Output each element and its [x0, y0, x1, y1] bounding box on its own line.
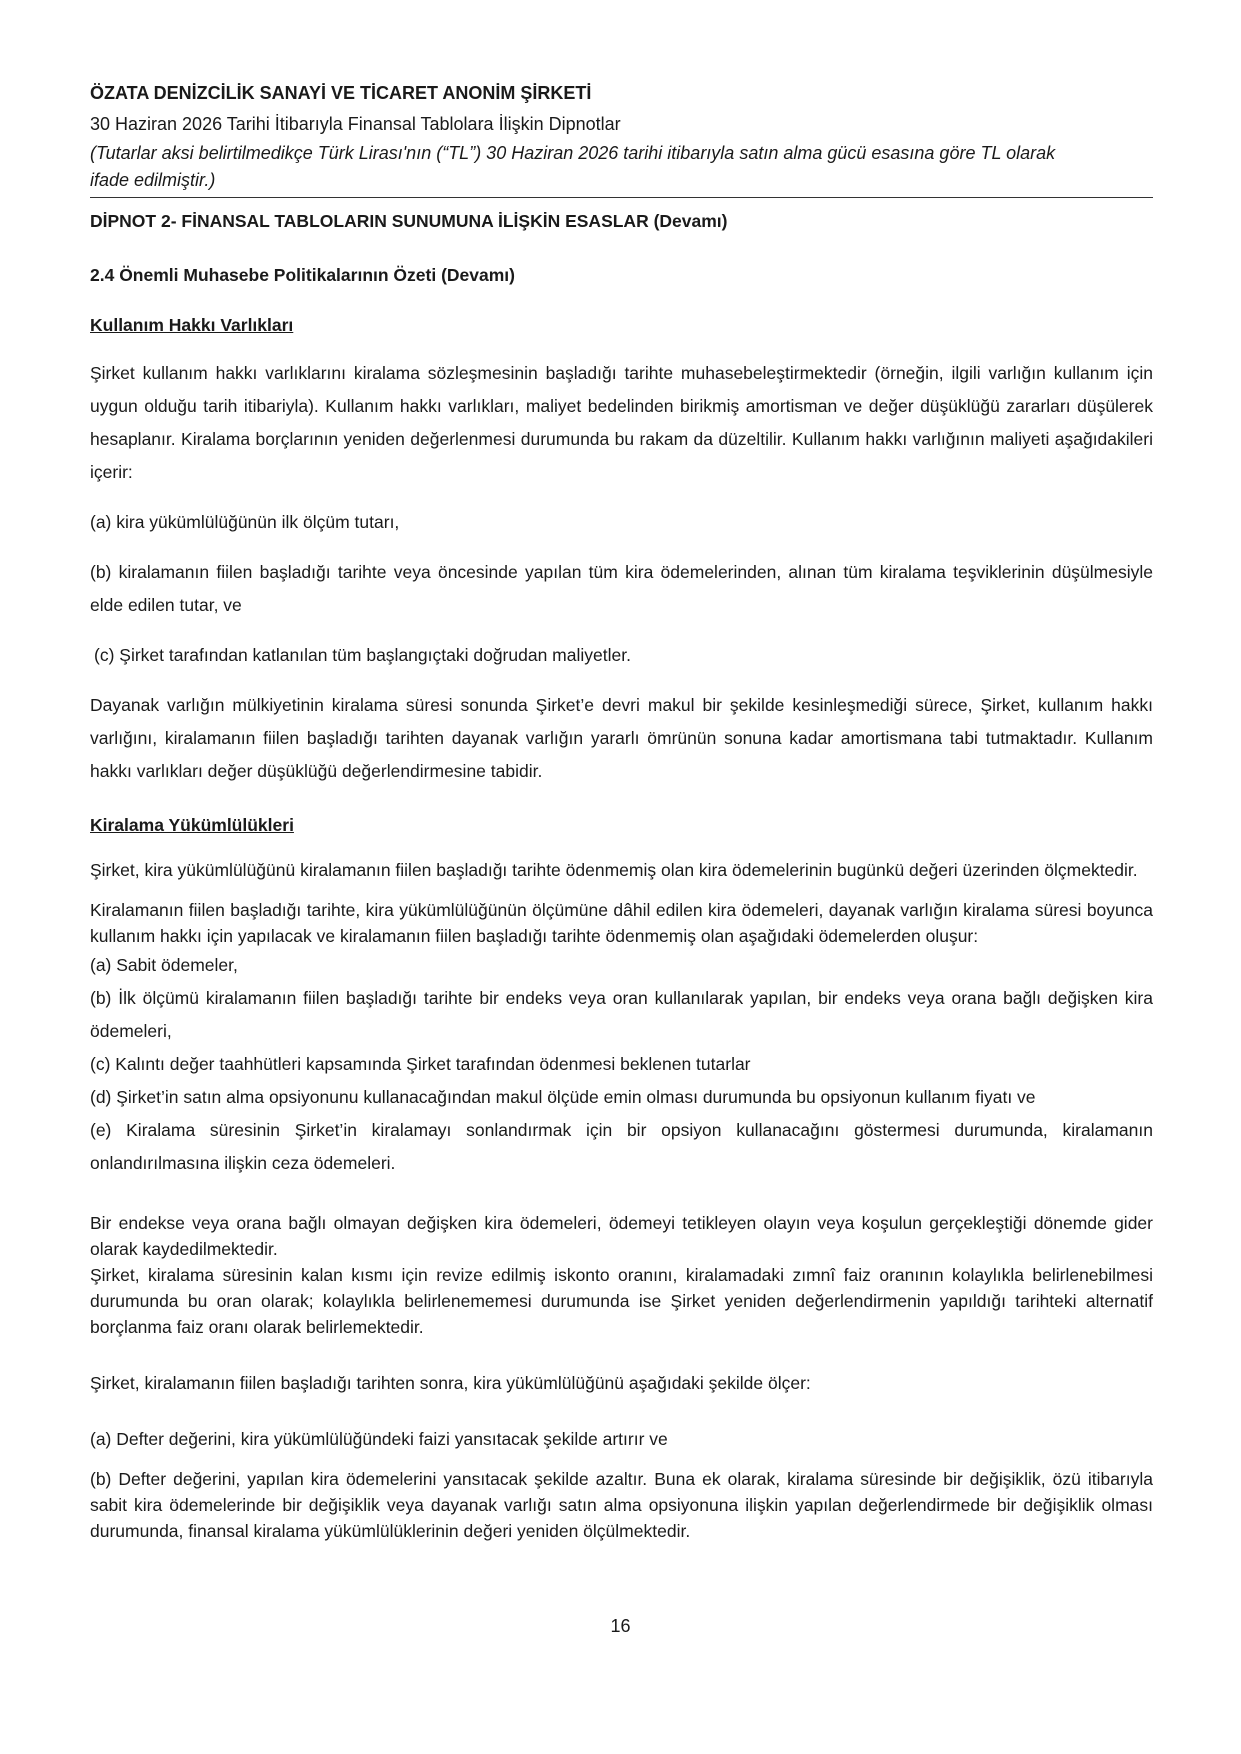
currency-note-line1: (Tutarlar aksi belirtilmedikçe Türk Lirası'nın (“TL”) 30 Haziran 2026 tarihi itibarıyla satın alma gücü esasına göre TL olarak: [90, 143, 1056, 163]
list-item: (a) Sabit ödemeler,: [90, 955, 238, 975]
list-item: (a) kira yükümlülüğünün ilk ölçüm tutarı,: [90, 512, 400, 532]
paragraph: Kiralamanın fiilen başladığı tarihte, kira yükümlülüğünün ölçümüne dâhil edilen kira ödemeleri, dayanak varlığın kiralama süresi boyunca kullanım hakkı için yapılacak ve kiralamanın fiilen başladığı tarihte ödenmemiş olan aşağıdaki ödemelerden oluşur:: [90, 900, 1153, 946]
list-item: (d) Şirket’in satın alma opsiyonunu kullanacağından makul ölçüde emin olması durumunda bu opsiyonun kullanım fiyatı ve: [90, 1087, 1036, 1107]
document-page: [90, 78, 1153, 1544]
paragraph: Bir endekse veya orana bağlı olmayan değişken kira ödemeleri, ödemeyi tetikleyen olayın veya koşulun gerçekleştiği dönemde gider olarak kaydedilmektedir.: [90, 1213, 1153, 1259]
list-item: (b) Defter değerini, yapılan kira ödemelerini yansıtacak şekilde azaltır. Buna ek olarak, kiralama süresinde bir değişiklik, özü itibarıyla sabit kira ödemelerinde bir değişiklik veya dayanak varlığı satın alma opsiyonuna ilişkin yapılan değerlendirmede bir değişiklik olması durumunda, finansal kiralama yükümlülüklerinin değeri yeniden ölçülmektedir.: [90, 1469, 1153, 1541]
paragraph: Şirket kullanım hakkı varlıklarını kiralama sözleşmesinin başladığı tarihte muhasebeleştirmektedir (örneğin, ilgili varlığın kullanım için uygun olduğu tarih itibariyla). Kullanım hakkı varlıkları, maliyet bedelinden birikmiş amortisman ve değer düşüklüğü zararları düşülerek hesaplanır. Kiralama borçlarının yeniden değerlenmesi durumunda bu rakam da düzeltilir. Kullanım hakkı varlığının maliyeti aşağıdakileri içerir:: [90, 363, 1153, 482]
list-item: (a) Defter değerini, kira yükümlülüğündeki faizi yansıtacak şekilde artırır ve: [90, 1429, 668, 1449]
list-item: (c) Kalıntı değer taahhütleri kapsamında Şirket tarafından ödenmesi beklenen tutarlar: [90, 1054, 751, 1074]
company-name: ÖZATA DENİZCİLİK SANAYİ VE TİCARET ANONİM ŞİRKETİ: [90, 83, 592, 103]
list-item: (c) Şirket tarafından katlanılan tüm başlangıçtaki doğrudan maliyetler.: [94, 645, 631, 665]
header-divider: [90, 197, 1153, 198]
paragraph: Şirket, kiralama süresinin kalan kısmı için revize edilmiş iskonto oranını, kiralamadaki zımnî faiz oranının kolaylıkla belirlenebilmesi durumunda bu oran olarak; kolaylıkla belirlenememesi durumunda ise Şirket yeniden değerlendirmenin yapıldığı tarihteki alternatif borçlanma faiz oranı olarak belirlemektedir.: [90, 1265, 1153, 1337]
paragraph: Şirket, kiralamanın fiilen başladığı tarihten sonra, kira yükümlülüğünü aşağıdaki şekilde ölçer:: [90, 1373, 811, 1393]
list-item: (e) Kiralama süresinin Şirket’in kiralamayı sonlandırmak için bir opsiyon kullanacağını göstermesi durumunda, kiralamanın onlandırılmasına ilişkin ceza ödemeleri.: [90, 1120, 1153, 1173]
section-title-right-of-use-assets: Kullanım Hakkı Varlıkları: [90, 315, 294, 335]
section-title-lease-liabilities: Kiralama Yükümlülükleri: [90, 815, 294, 835]
page-number: 16: [610, 1616, 631, 1636]
list-item: (b) kiralamanın fiilen başladığı tarihte veya öncesinde yapılan tüm kira ödemelerinden, alınan tüm kiralama teşviklerinin düşülmesiyle elde edilen tutar, ve: [90, 562, 1153, 615]
list-item: (b) İlk ölçümü kiralamanın fiilen başladığı tarihte bir endeks veya oran kullanılarak yapılan, bir endeks veya orana bağlı değişken kira ödemeleri,: [90, 988, 1153, 1041]
subsection-title: 2.4 Önemli Muhasebe Politikalarının Özeti (Devamı): [90, 265, 515, 285]
paragraph: Dayanak varlığın mülkiyetinin kiralama süresi sonunda Şirket’e devri makul bir şekilde kesinleşmediği sürece, Şirket, kullanım hakkı varlığını, kiralamanın fiilen başladığı tarihten dayanak varlığın yararlı ömrünün sonuna kadar amortismana tabi tutmaktadır. Kullanım hakkı varlıkları değer düşüklüğü değerlendirmesine tabidir.: [90, 695, 1153, 781]
currency-note-line2: ifade edilmiştir.): [90, 170, 216, 190]
report-subtitle: 30 Haziran 2026 Tarihi İtibarıyla Finansal Tablolara İlişkin Dipnotlar: [90, 114, 621, 134]
paragraph: Şirket, kira yükümlülüğünü kiralamanın fiilen başladığı tarihte ödenmemiş olan kira ödemelerinin bugünkü değeri üzerinden ölçmektedir.: [90, 860, 1138, 880]
note-title: DİPNOT 2- FİNANSAL TABLOLARIN SUNUMUNA İLİŞKİN ESASLAR (Devamı): [90, 211, 728, 231]
